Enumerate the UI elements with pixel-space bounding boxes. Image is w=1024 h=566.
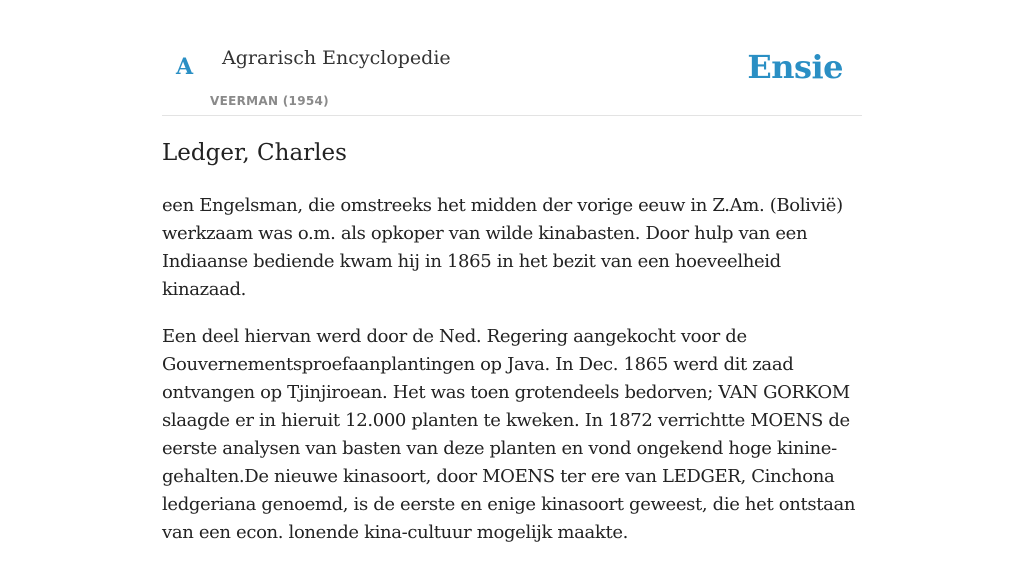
article-body (162, 192, 862, 566)
article-paragraph: een Engelsman, die omstreeks het midden der vorige eeuw in Z.Am. (Bolivië) werkzaam was o.m. als opkoper van wilde kinabasten. Door hulp van een Indiaanse bediende kwam hij in 1865 in het bezit van een hoeveelheid kinazaad. (162, 195, 843, 300)
publication-title-link[interactable]: Agrarisch Encyclopedie (222, 47, 451, 69)
article-title: Ledger, Charles (162, 140, 347, 166)
ensie-brand-logo[interactable]: Ensie (747, 48, 843, 86)
article-paragraph: Een deel hiervan werd door de Ned. Regering aangekocht voor de Gouvernementsproefaanplantingen op Java. In Dec. 1865 werd dit zaad ontvangen op Tjinjiroean. Het was toen grotendeels bedorven; VAN GORKOM slaagde er in hieruit 12.000 planten te kweken. In 1872 verrichtte MOENS de eerste analysen van basten van deze planten en vond ongekend hoge kinine-gehalten.De nieuwe kinasoort, door MOENS ter ere van LEDGER, Cinchona ledgeriana genoemd, is de eerste en enige kinasoort geweest, die het ontstaan van een econ. lonende kina-cultuur mogelijk maakte. (162, 326, 856, 543)
header (162, 0, 862, 116)
publication-subtitle: VEERMAN (1954) (210, 94, 329, 108)
page (162, 0, 862, 543)
encyclopedia-logo-icon[interactable]: A (176, 54, 194, 80)
